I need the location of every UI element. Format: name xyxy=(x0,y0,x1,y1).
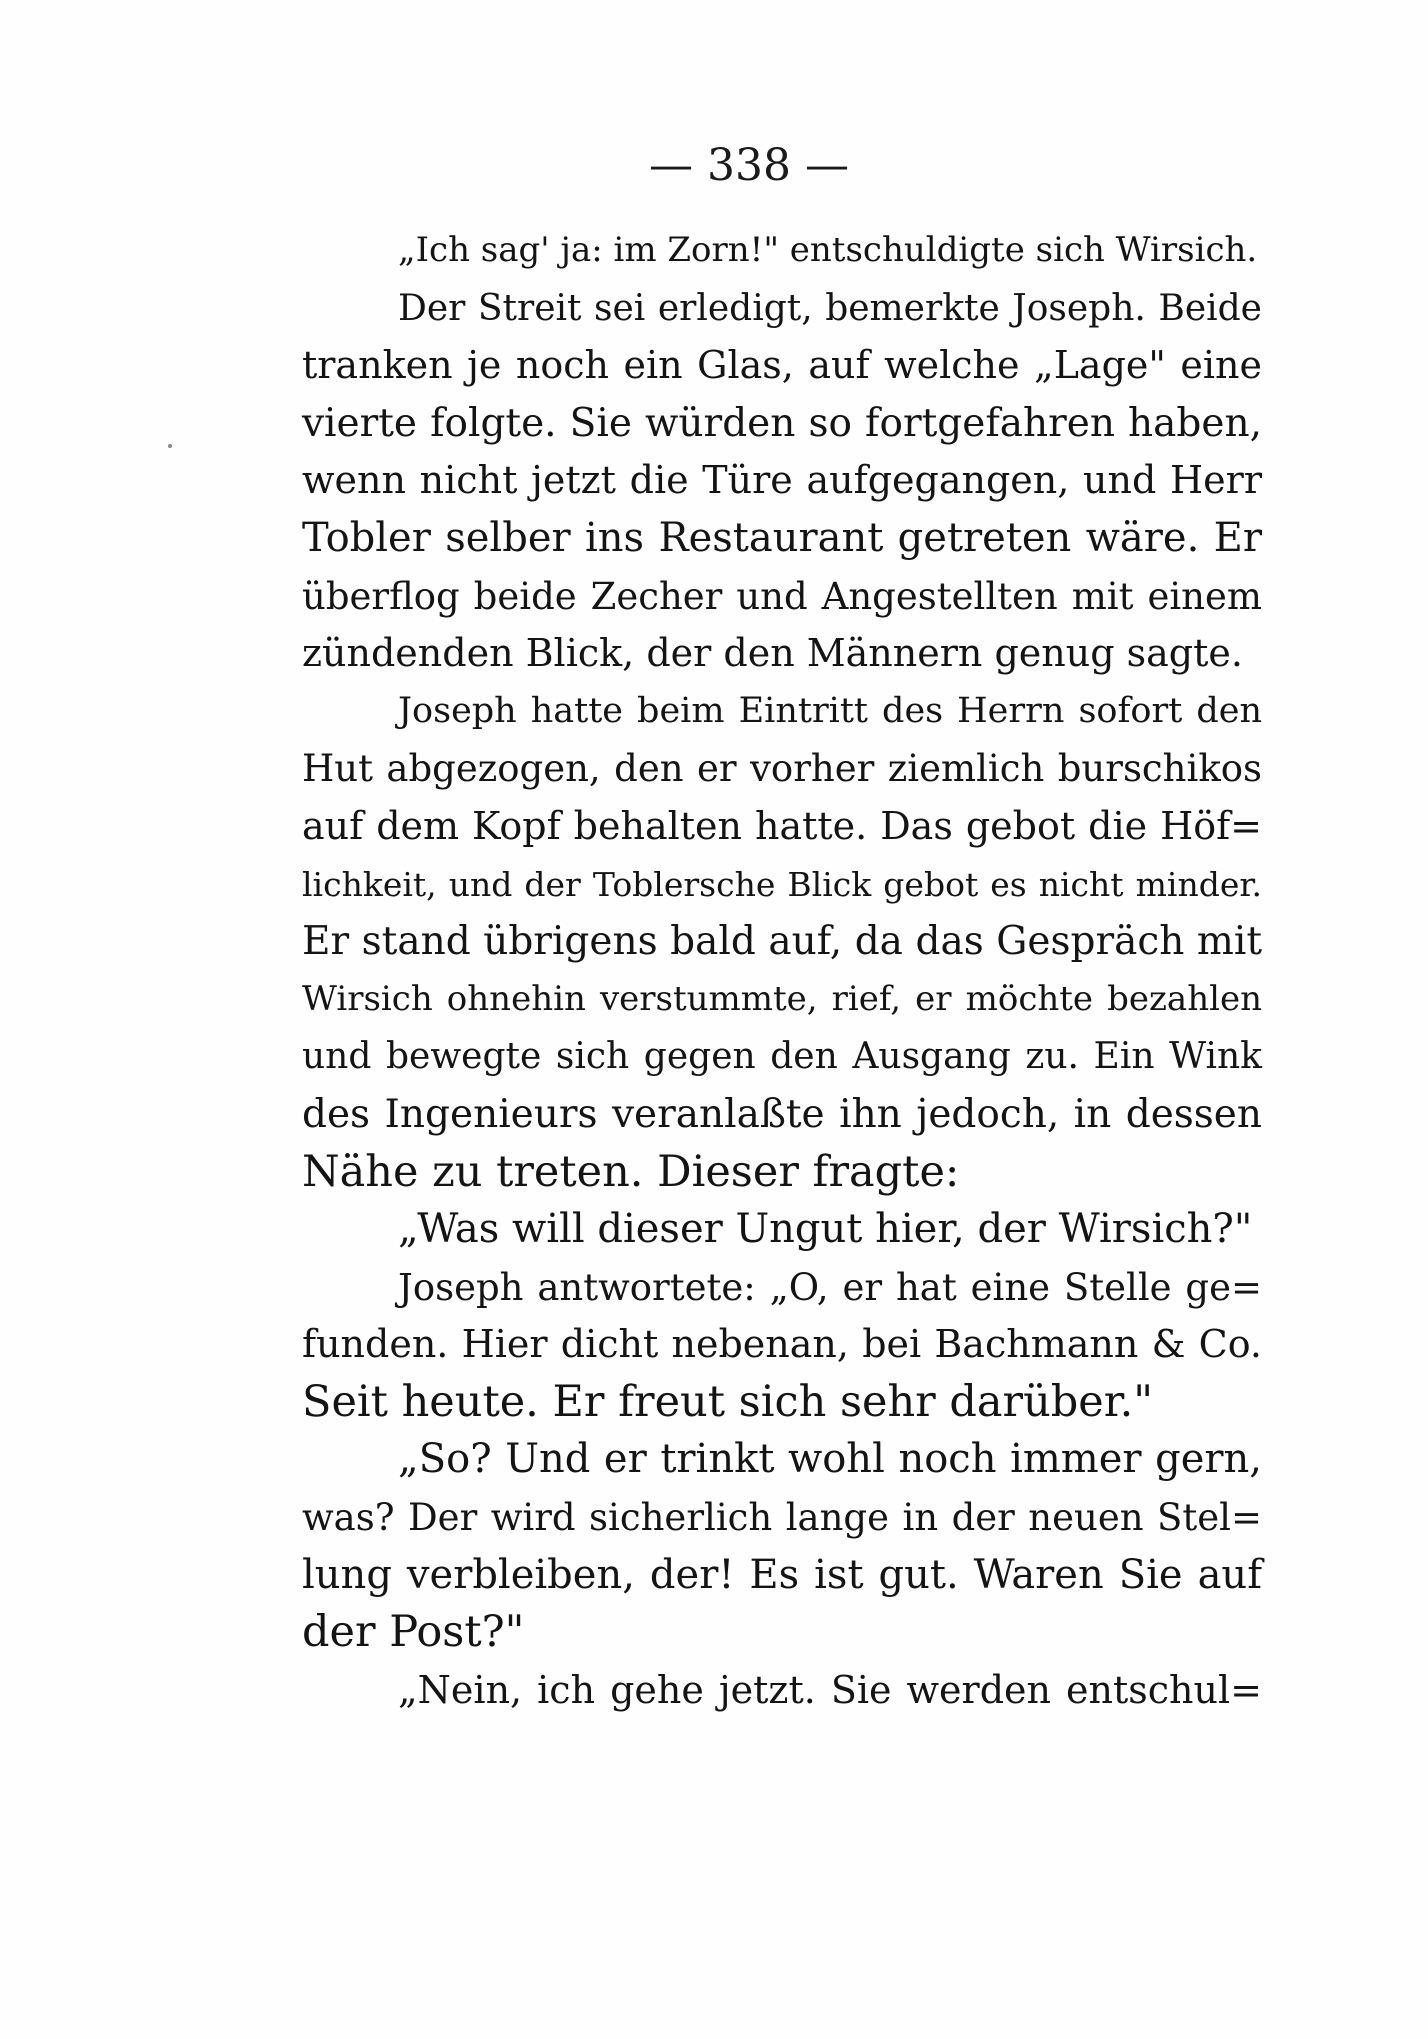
text-line: „Ich sag' ja: im Zorn!" entschuldigte sich Wirsich. xyxy=(398,230,1258,270)
text-line: „Was will dieser Ungut hier, der Wirsich?" xyxy=(398,1206,1253,1253)
text-line: „So? Und er trinkt wohl noch immer gern, xyxy=(398,1436,1262,1483)
text-line: wenn nicht jetzt die Türe aufgegangen, und Herr xyxy=(302,458,1262,503)
text-line: funden. Hier dicht nebenan, bei Bachmann & Co. xyxy=(302,1322,1262,1367)
body-text xyxy=(302,222,1262,1719)
text-line: des Ingenieurs veranlaßte ihn jedoch, in dessen xyxy=(302,1091,1262,1137)
text-line: was? Der wird sicherlich lange in der neuen Stel= xyxy=(302,1496,1262,1540)
text-line: der Post?" xyxy=(302,1607,525,1658)
text-line: Nähe zu treten. Dieser fragte: xyxy=(302,1146,960,1197)
page-number: — 338 — xyxy=(649,140,849,191)
text-line: überflog beide Zecher und Angestellten mit einem xyxy=(302,574,1262,618)
text-line: „Nein, ich gehe jetzt. Sie werden entschul= xyxy=(398,1667,1262,1712)
text-line: Seit heute. Er freut sich sehr darüber." xyxy=(302,1376,1154,1427)
text-line: tranken je noch ein Glas, auf welche „Lage" eine xyxy=(302,343,1262,388)
text-line: lichkeit, und der Toblersche Blick gebot es nicht minder. xyxy=(302,864,1262,904)
print-speck xyxy=(168,444,172,448)
text-line: Hut abgezogen, den er vorher ziemlich burschikos xyxy=(302,747,1262,791)
text-line: lung verbleiben, der! Es ist gut. Waren Sie auf xyxy=(302,1551,1262,1598)
text-line: Joseph hatte beim Eintritt des Herrn sofort den xyxy=(398,690,1262,731)
text-line: Tobler selber ins Restaurant getreten wäre. Er xyxy=(302,514,1262,561)
text-line: Der Streit sei erledigt, bemerkte Joseph. Beide xyxy=(398,287,1262,329)
text-line: zündenden Blick, der den Männern genug sagte. xyxy=(302,631,1243,676)
text-line: Er stand übrigens bald auf, da das Gespräch mit xyxy=(302,919,1262,965)
text-line: und bewegte sich gegen den Ausgang zu. Ein Wink xyxy=(302,1036,1262,1078)
text-line: Joseph antwortete: „O, er hat eine Stelle ge= xyxy=(398,1265,1262,1309)
text-line: auf dem Kopf behalten hatte. Das gebot die Höf= xyxy=(302,803,1262,848)
text-line: vierte folgte. Sie würden so fortgefahren haben, xyxy=(302,400,1262,446)
text-line: Wirsich ohnehin verstummte, rief, er möchte bezahlen xyxy=(302,978,1262,1019)
